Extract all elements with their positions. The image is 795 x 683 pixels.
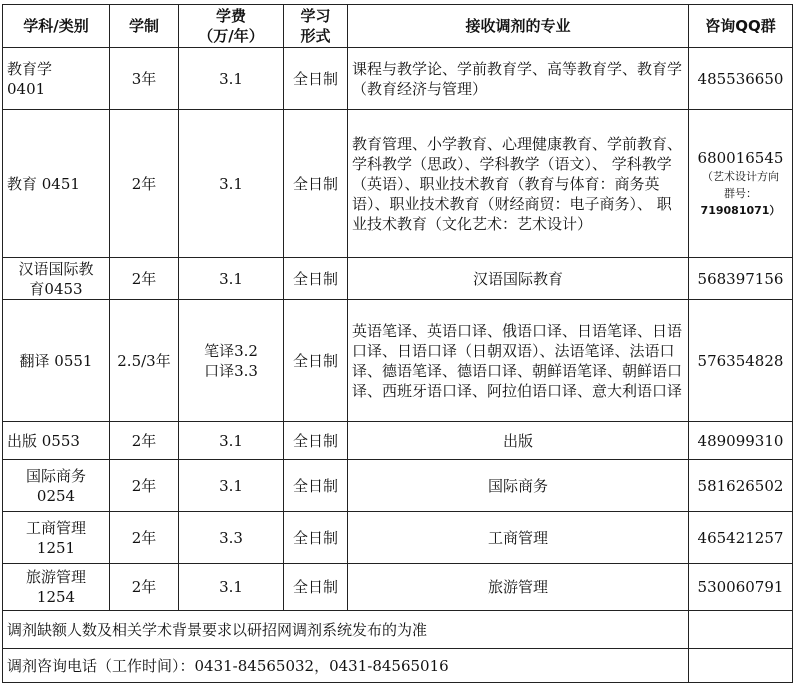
discipline-name: 教育学 — [7, 59, 53, 78]
fee-cell — [179, 300, 284, 422]
note-empty-cell — [689, 649, 793, 683]
header-duration: 学制 — [110, 5, 179, 48]
mode-cell: 全日制 — [284, 564, 348, 611]
adjustment-table — [2, 4, 793, 683]
discipline-cell: 翻译 0551 — [3, 300, 110, 422]
mode-cell: 全日制 — [284, 48, 348, 110]
discipline-name: 汉语国际教 — [18, 259, 94, 278]
table-row — [3, 460, 793, 512]
mode-cell: 全日制 — [284, 422, 348, 460]
fee-cell: 3.1 — [179, 258, 284, 300]
qq-cell: 489099310 — [689, 422, 793, 460]
qq-note — [693, 168, 788, 219]
majors-cell: 教育管理、小学教育、心理健康教育、学前教育、 学科教学（思政）、学科教学（语文）、 学科教学（英语）、职业技术教育（教育与体育：商务英语）、职业技术教育（财经商贸：电子商务）、 职业技术教育（文化艺术：艺术设计） — [348, 110, 689, 258]
header-discipline: 学科/类别 — [3, 5, 110, 48]
phone-note: 调剂咨询电话（工作时间）：0431-84565032，0431-84565016 — [3, 649, 689, 683]
mode-cell: 全日制 — [284, 258, 348, 300]
header-majors: 接收调剂的专业 — [348, 5, 689, 48]
fee-cell: 3.1 — [179, 564, 284, 611]
mode-cell: 全日制 — [284, 110, 348, 258]
note-empty-cell — [689, 611, 793, 649]
discipline-code: 0401 — [7, 79, 46, 98]
discipline-name: 国际商务 — [25, 466, 86, 485]
qq-cell: 568397156 — [689, 258, 793, 300]
qq-number: 680016545 — [697, 149, 784, 167]
discipline-code: 1254 — [36, 588, 76, 606]
qq-cell: 530060791 — [689, 564, 793, 611]
fee-cell: 3.1 — [179, 460, 284, 512]
qq-cell — [689, 110, 793, 258]
majors-cell: 课程与教学论、学前教育学、高等教育学、教育学（教育经济与管理） — [348, 48, 689, 110]
table-row — [3, 564, 793, 611]
discipline-cell — [3, 48, 110, 110]
majors-cell: 汉语国际教育 — [348, 258, 689, 300]
header-fee-line2: （万/年） — [198, 27, 264, 45]
duration-cell: 2年 — [110, 512, 179, 564]
fee-written: 笔译3.2 — [204, 341, 258, 360]
discipline-name: 工商管理 — [25, 518, 86, 537]
majors-cell: 旅游管理 — [348, 564, 689, 611]
qq-cell: 485536650 — [689, 48, 793, 110]
majors-cell: 出版 — [348, 422, 689, 460]
table-row — [3, 512, 793, 564]
duration-cell: 2年 — [110, 564, 179, 611]
discipline-cell — [3, 564, 110, 611]
qq-note-number: 719081071） — [700, 204, 781, 217]
fee-cell: 3.1 — [179, 110, 284, 258]
mode-cell: 全日制 — [284, 512, 348, 564]
qq-cell: 581626502 — [689, 460, 793, 512]
qq-cell: 465421257 — [689, 512, 793, 564]
fee-oral: 口译3.3 — [204, 361, 258, 380]
discipline-code: 1251 — [36, 538, 76, 557]
table-row — [3, 110, 793, 258]
table-row — [3, 300, 793, 422]
fee-cell: 3.1 — [179, 422, 284, 460]
header-row — [3, 5, 793, 48]
fee-cell: 3.3 — [179, 512, 284, 564]
majors-cell: 英语笔译、英语口译、俄语口译、日语笔译、日语口译、日语口译（日朝双语）、法语笔译、法语口译、德语笔译、德语口译、朝鲜语笔译、朝鲜语口译、西班牙语口译、阿拉伯语口译、意大利语口译 — [348, 300, 689, 422]
header-mode-line2: 形式 — [300, 27, 331, 45]
discipline-cell: 出版 0553 — [3, 422, 110, 460]
duration-cell: 2年 — [110, 110, 179, 258]
table-row — [3, 422, 793, 460]
qq-cell: 576354828 — [689, 300, 793, 422]
discipline-name: 旅游管理 — [25, 568, 86, 586]
discipline-code: 0254 — [36, 486, 76, 505]
note-row — [3, 649, 793, 683]
mode-cell: 全日制 — [284, 300, 348, 422]
discipline-code: 育0453 — [29, 279, 83, 298]
fee-cell: 3.1 — [179, 48, 284, 110]
duration-cell: 2.5/3年 — [110, 300, 179, 422]
quota-note: 调剂缺额人数及相关学术背景要求以研招网调剂系统发布的为准 — [3, 611, 689, 649]
discipline-cell: 教育 0451 — [3, 110, 110, 258]
discipline-cell — [3, 258, 110, 300]
duration-cell: 2年 — [110, 258, 179, 300]
duration-cell: 2年 — [110, 422, 179, 460]
header-qq: 咨询QQ群 — [689, 5, 793, 48]
discipline-cell — [3, 512, 110, 564]
header-mode — [284, 5, 348, 48]
qq-note-line: （艺术设计方向 — [702, 170, 779, 183]
duration-cell: 2年 — [110, 460, 179, 512]
qq-note-line: 群号： — [724, 187, 757, 200]
majors-cell: 工商管理 — [348, 512, 689, 564]
table-row — [3, 48, 793, 110]
header-mode-line1: 学习 — [300, 7, 331, 25]
mode-cell: 全日制 — [284, 460, 348, 512]
duration-cell: 3年 — [110, 48, 179, 110]
header-fee — [179, 5, 284, 48]
majors-cell: 国际商务 — [348, 460, 689, 512]
table-row — [3, 258, 793, 300]
header-fee-line1: 学费 — [215, 7, 246, 25]
note-row — [3, 611, 793, 649]
discipline-cell — [3, 460, 110, 512]
